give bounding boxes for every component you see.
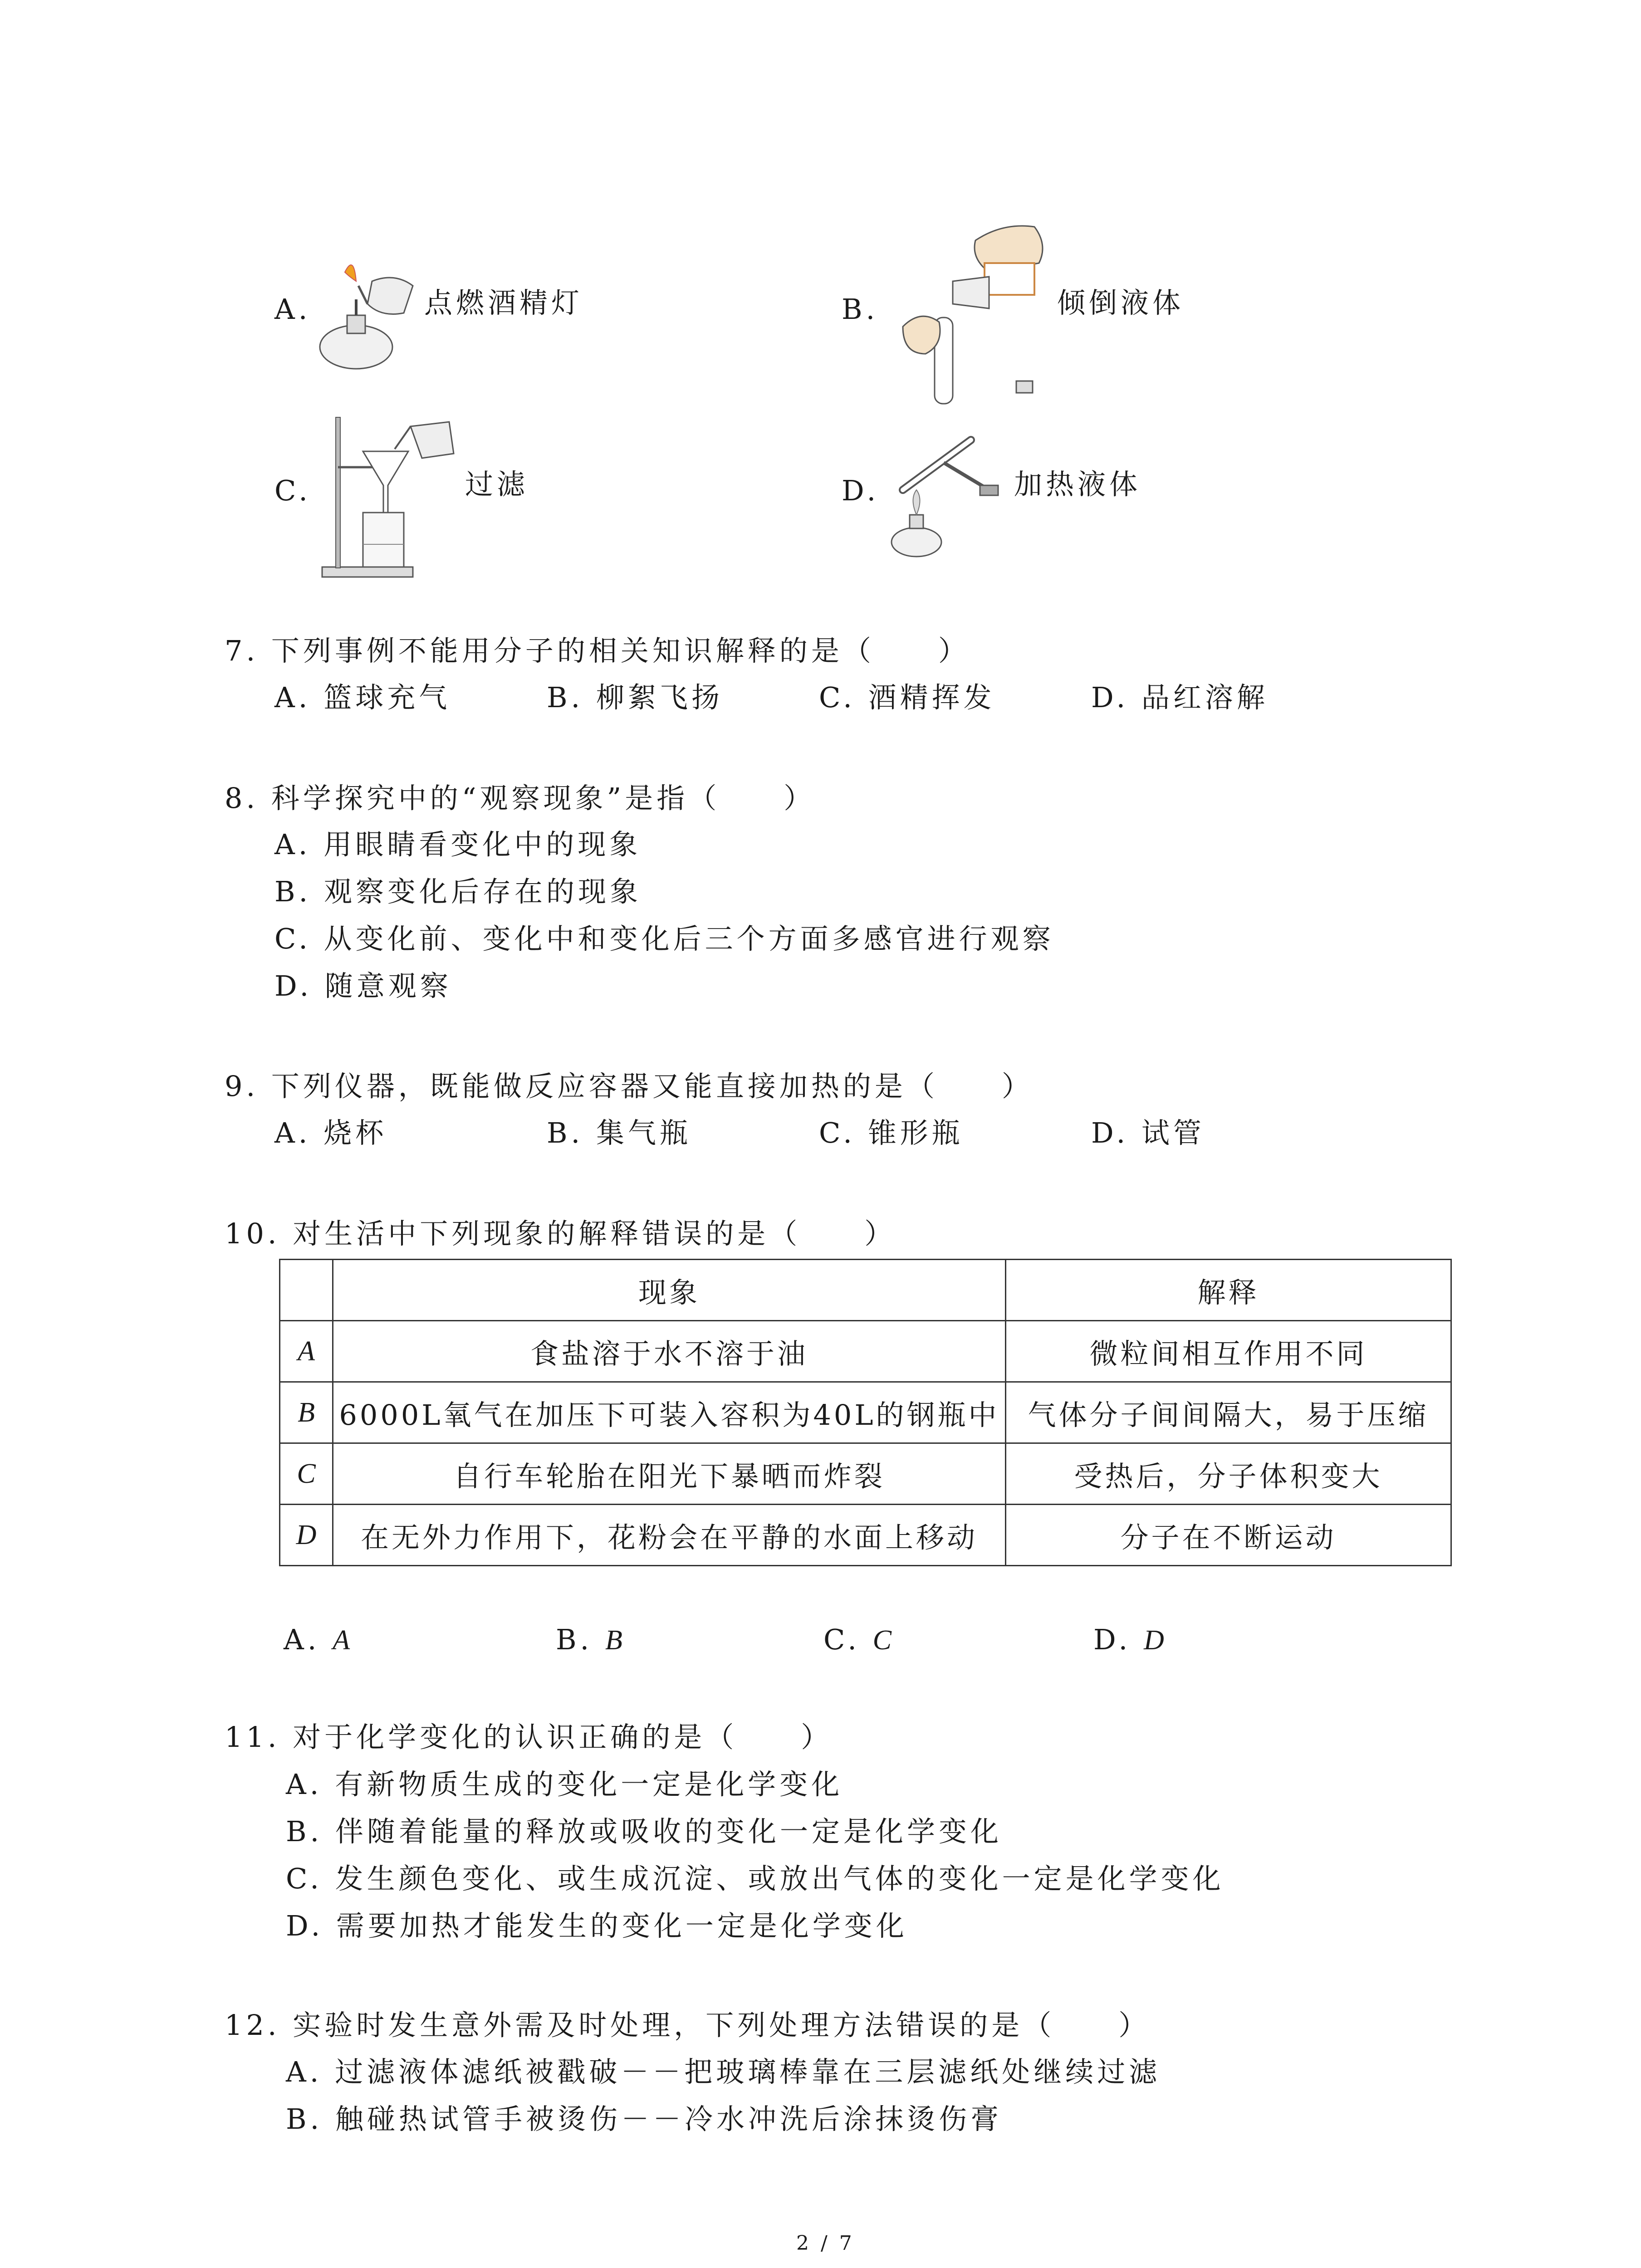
explanation-table [279,1259,1452,1566]
table-row [280,1505,1451,1566]
row-explanation: 分子在不断运动 [1006,1505,1451,1566]
option-value: B [605,1625,626,1656]
option: B. 集气瓶 [547,1116,691,1149]
question-stem: 12. 实验时发生意外需及时处理，下列处理方法错误的是（ ） [225,2009,1151,2042]
question-stem: 11. 对于化学变化的认识正确的是（ ） [225,1721,833,1754]
filtration-icon [318,408,467,581]
heating-liquid-icon [885,431,1003,562]
option [556,1622,626,1658]
option-prefix: D. [1093,1623,1132,1656]
option: C. 发生颜色变化、或生成沉淀、或放出气体的变化一定是化学变化 [286,1862,1225,1895]
table-header-cell [280,1260,333,1321]
row-letter: D [280,1505,333,1566]
option: B. 伴随着能量的释放或吸收的变化一定是化学变化 [286,1815,1002,1848]
option [1093,1622,1168,1658]
row-phenomenon: 在无外力作用下，花粉会在平静的水面上移动 [333,1505,1006,1566]
row-explanation: 气体分子间间隔大，易于压缩 [1006,1382,1451,1443]
table-header-cell: 现象 [333,1260,1006,1321]
option: A. 过滤液体滤纸被戳破－－把玻璃棒靠在三层滤纸处继续过滤 [286,2055,1161,2088]
option: D. 品红溶解 [1091,681,1269,714]
option: D. 试管 [1091,1116,1205,1149]
table-row [280,1321,1451,1382]
row-letter: B [280,1382,333,1443]
option-prefix: B. [556,1623,593,1656]
option: D. 需要加热才能发生的变化一定是化学变化 [286,1909,908,1942]
option: C. 酒精挥发 [819,681,995,714]
question-stem: 9. 下列仪器，既能做反应容器又能直接加热的是（ ） [225,1070,1034,1103]
row-phenomenon: 食盐溶于水不溶于油 [333,1321,1006,1382]
row-letter: A [280,1321,333,1382]
row-explanation: 受热后，分子体积变大 [1006,1443,1451,1505]
lighting-alcohol-lamp-icon [313,254,431,376]
option-letter: D. [842,474,880,507]
option: C. 从变化前、变化中和变化后三个方面多感官进行观察 [274,922,1054,955]
question-stem: 7. 下列事例不能用分子的相关知识解释的是（ ） [225,634,970,667]
row-letter: C [280,1443,333,1505]
option: B. 观察变化后存在的现象 [274,875,642,908]
option [284,1622,353,1658]
option: B. 触碰热试管手被烫伤－－冷水冲洗后涂抹烫伤膏 [286,2102,1002,2136]
option: A. 用眼睛看变化中的现象 [274,828,642,861]
table-row [280,1382,1451,1443]
option-prefix: C. [823,1623,860,1656]
row-explanation: 微粒间相互作用不同 [1006,1321,1451,1382]
option-value: D [1143,1625,1168,1656]
table-header-cell: 解释 [1006,1260,1451,1321]
question-stem: 10. 对生活中下列现象的解释错误的是（ ） [225,1217,896,1250]
option: A. 篮球充气 [274,681,451,714]
question-stem: 8. 科学探究中的“观察现象”是指（ ） [225,782,816,815]
option-letter: A. [274,293,311,326]
option-label: 倾倒液体 [1057,286,1185,319]
option-label: 加热液体 [1014,468,1141,501]
row-phenomenon: 自行车轮胎在阳光下暴晒而炸裂 [333,1443,1006,1505]
option-letter: B. [842,293,879,326]
option [823,1622,895,1658]
option-label: 点燃酒精灯 [424,286,583,319]
option: A. 有新物质生成的变化一定是化学变化 [286,1768,843,1801]
table-header-row [280,1260,1451,1321]
option-letter: C. [274,474,311,507]
option: D. 随意观察 [274,969,452,1002]
option-value: A [333,1625,354,1656]
option: C. 锥形瓶 [819,1116,964,1149]
option: A. 烧杯 [274,1116,387,1149]
row-phenomenon: 6000L氧气在加压下可装入容积为40L的钢瓶中 [333,1382,1006,1443]
pouring-liquid-icon [885,218,1080,408]
option-value: C [872,1625,896,1656]
table-row [280,1443,1451,1505]
option-label: 过滤 [465,468,529,501]
page-number: 2 / 7 [796,2232,855,2255]
option: B. 柳絮飞扬 [547,681,723,714]
option-prefix: A. [284,1623,320,1656]
